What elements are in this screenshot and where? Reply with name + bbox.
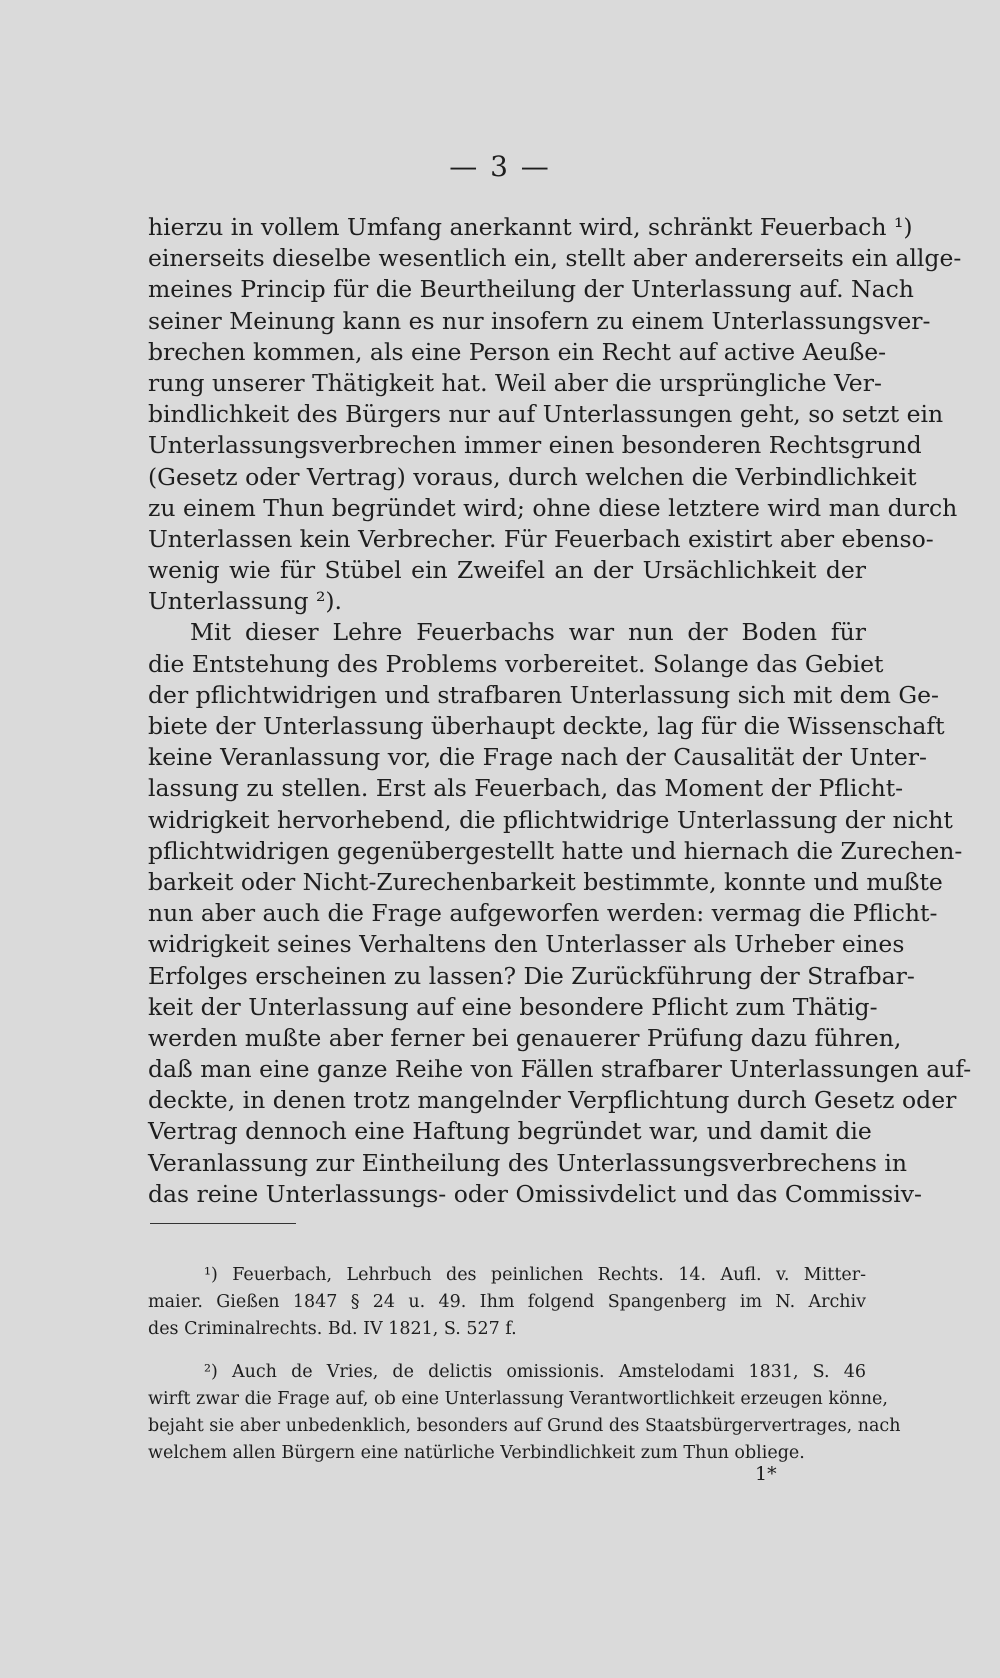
footnote-line: welchem allen Bürgern eine natürliche Verbindlichkeit zum Thun obliege. xyxy=(148,1443,805,1463)
text-line: zu einem Thun begründet wird; ohne diese letztere wird man durch xyxy=(148,493,958,522)
footnote-line: ¹) Feuerbach, Lehrbuch des peinlichen Rechts. 14. Aufl. v. Mitter- xyxy=(204,1265,866,1285)
text-line: (Gesetz oder Vertrag) voraus, durch welchen die Verbindlichkeit xyxy=(148,462,917,491)
signature-mark: 1* xyxy=(755,1463,777,1485)
text-line: werden mußte aber ferner bei genauerer Prüfung dazu führen, xyxy=(148,1023,902,1052)
footnote-divider xyxy=(150,1223,296,1224)
text-line: biete der Unterlassung überhaupt deckte, lag für die Wissenschaft xyxy=(148,712,945,740)
text-line: einerseits dieselbe wesentlich ein, stellt aber andererseits ein allge- xyxy=(148,244,962,273)
text-line: meines Princip für die Beurtheilung der Unterlassung auf. Nach xyxy=(148,275,914,304)
text-line: brechen kommen, als eine Person ein Recht auf active Aeuße- xyxy=(148,337,887,366)
text-line: Unterlassungsverbrechen immer einen besonderen Rechtsgrund xyxy=(148,431,922,460)
page-number: — 3 — xyxy=(449,150,551,183)
footnote-1 xyxy=(148,1262,866,1343)
main-text xyxy=(148,212,972,1210)
text-line: daß man eine ganze Reihe von Fällen strafbarer Unterlassungen auf- xyxy=(148,1055,972,1084)
text-line: wenig wie für Stübel ein Zweifel an der Ursächlichkeit der xyxy=(148,556,866,585)
text-line: hierzu in vollem Umfang anerkannt wird, schränkt Feuerbach ¹) xyxy=(148,213,913,241)
text-line: Unterlassung ²). xyxy=(148,587,343,616)
footnote-2 xyxy=(148,1359,901,1467)
text-line: Veranlassung zur Eintheilung des Unterlassungsverbrechens in xyxy=(148,1148,907,1177)
text-line: bindlichkeit des Bürgers nur auf Unterlassungen geht, so setzt ein xyxy=(148,400,944,429)
text-line: das reine Unterlassungs- oder Omissivdelict und das Commissiv- xyxy=(148,1179,922,1208)
footnote-line: des Criminalrechts. Bd. IV 1821, S. 527 f. xyxy=(148,1319,517,1339)
footnote-line: ²) Auch de Vries, de delictis omissionis. Amstelodami 1831, S. 46 xyxy=(204,1362,866,1382)
text-line: Mit dieser Lehre Feuerbachs war nun der Boden für xyxy=(190,618,866,647)
text-line: rung unserer Thätigkeit hat. Weil aber die ursprüngliche Ver- xyxy=(148,368,882,397)
text-line: deckte, in denen trotz mangelnder Verpflichtung durch Gesetz oder xyxy=(148,1086,957,1115)
text-line: Erfolges erscheinen zu lassen? Die Zurückführung der Strafbar- xyxy=(148,961,915,990)
text-line: die Entstehung des Problems vorbereitet. Solange das Gebiet xyxy=(148,649,884,678)
footnote-line: wirft zwar die Frage auf, ob eine Unterlassung Verantwortlichkeit erzeugen könne, xyxy=(148,1389,888,1409)
footnotes xyxy=(148,1262,901,1467)
text-line: Unterlassen kein Verbrecher. Für Feuerbach existirt aber ebenso- xyxy=(148,524,934,553)
text-line: pflichtwidrigen gegenübergestellt hatte und hiernach die Zurechen- xyxy=(148,836,963,865)
text-line: nun aber auch die Frage aufgeworfen werden: vermag die Pflicht- xyxy=(148,899,938,928)
footnote-line: bejaht sie aber unbedenklich, besonders auf Grund des Staatsbürgervertrages, nach xyxy=(148,1416,901,1436)
footnote-line: maier. Gießen 1847 § 24 u. 49. Ihm folgend Spangenberg im N. Archiv xyxy=(148,1292,866,1312)
text-line: keine Veranlassung vor, die Frage nach der Causalität der Unter- xyxy=(148,743,927,772)
text-line: widrigkeit seines Verhaltens den Unterlasser als Urheber eines xyxy=(148,930,905,959)
text-line: widrigkeit hervorhebend, die pflichtwidrige Unterlassung der nicht xyxy=(148,805,953,834)
text-line: barkeit oder Nicht-Zurechenbarkeit bestimmte, konnte und mußte xyxy=(148,867,943,896)
text-line: Vertrag dennoch eine Haftung begründet war, und damit die xyxy=(148,1117,872,1146)
text-line: lassung zu stellen. Erst als Feuerbach, das Moment der Pflicht- xyxy=(148,774,904,803)
text-line: keit der Unterlassung auf eine besondere Pflicht zum Thätig- xyxy=(148,992,878,1021)
text-line: seiner Meinung kann es nur insofern zu einem Unterlassungsver- xyxy=(148,306,931,335)
text-line: der pflichtwidrigen und strafbaren Unterlassung sich mit dem Ge- xyxy=(148,680,939,709)
